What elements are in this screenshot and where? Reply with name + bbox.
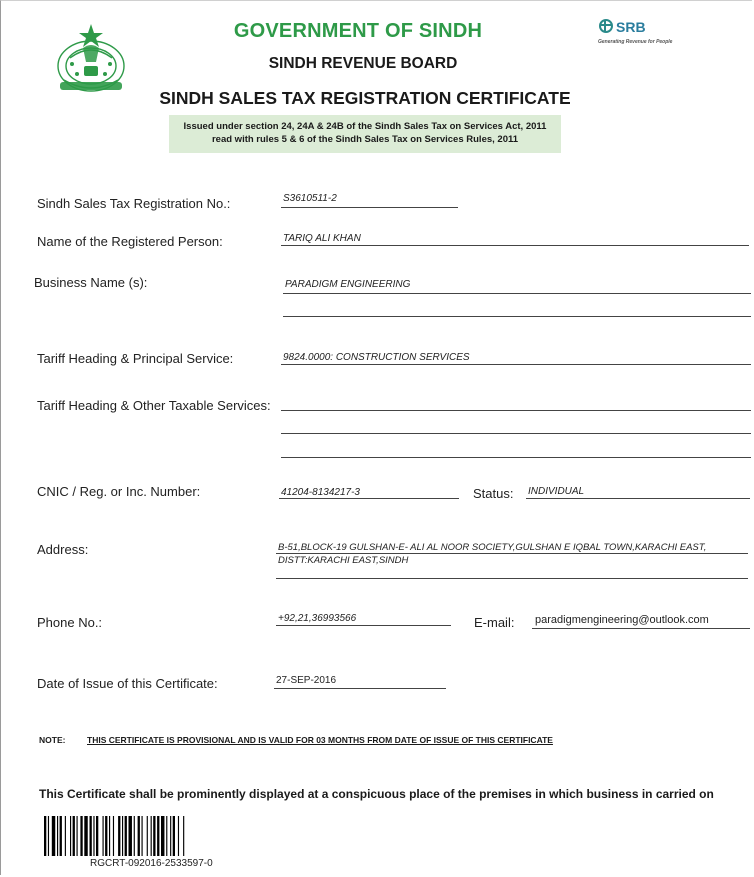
business-label: Business Name (s): [34, 275, 148, 290]
person-underline [281, 245, 749, 246]
email-value: paradigmengineering@outlook.com [535, 614, 709, 626]
email-underline [532, 628, 750, 629]
address-label: Address: [37, 542, 89, 557]
principal-value: 9824.0000: CONSTRUCTION SERVICES [283, 352, 470, 363]
address-underline-2 [276, 578, 748, 579]
issued-line-2: read with rules 5 & 6 of the Sindh Sales Tax on Services Rules, 2011 [211, 134, 519, 145]
cnic-value: 41204-8134217-3 [281, 487, 360, 498]
other-underline-1 [281, 410, 751, 411]
other-underline-2 [281, 433, 751, 434]
status-value: INDIVIDUAL [528, 486, 585, 497]
board-name: SINDH REVENUE BOARD [268, 55, 458, 72]
business-value: PARADIGM ENGINEERING [285, 279, 411, 290]
cnic-underline [279, 498, 459, 499]
date-underline [274, 688, 446, 689]
address-underline-1 [276, 553, 748, 554]
status-label: Status: [473, 486, 514, 501]
srb-logo-text: SRB [616, 19, 646, 35]
government-title: GOVERNMENT OF SINDH [233, 20, 483, 42]
note-text: THIS CERTIFICATE IS PROVISIONAL AND IS VALID FOR 03 MONTHS FROM DATE OF ISSUE OF THIS CERTIFICATE [87, 735, 553, 745]
srb-tagline: Generating Revenue for People [598, 39, 673, 45]
business-underline-2 [283, 316, 751, 317]
email-label: E-mail: [474, 615, 515, 630]
business-underline-1 [283, 293, 751, 294]
other-underline-3 [281, 457, 751, 458]
reg-no-underline [281, 207, 458, 208]
other-services-label: Tariff Heading & Other Taxable Services: [37, 398, 271, 413]
person-label: Name of the Registered Person: [37, 234, 223, 249]
principal-label: Tariff Heading & Principal Service: [37, 351, 234, 366]
display-requirement: This Certificate shall be prominently displayed at a conspicuous place of the premises in which business in carried on [39, 787, 714, 801]
issued-line-1: Issued under section 24, 24A & 24B of the Sindh Sales Tax on Services Act, 2011 [183, 121, 547, 132]
reg-no-label: Sindh Sales Tax Registration No.: [37, 196, 231, 211]
phone-value: +92,21,36993566 [278, 613, 357, 624]
cnic-label: CNIC / Reg. or Inc. Number: [37, 484, 201, 499]
status-underline [526, 498, 750, 499]
issued-under-band [169, 115, 561, 153]
date-value: 27-SEP-2016 [276, 675, 337, 686]
person-value: TARIQ ALI KHAN [283, 233, 361, 244]
barcode-icon [44, 816, 244, 856]
barcode-number: RGCRT-092016-2533597-0 [90, 858, 213, 869]
address-line-1: B-51,BLOCK-19 GULSHAN-E- ALI AL NOOR SOCIETY,GULSHAN E IQBAL TOWN,KARACHI EAST, [278, 542, 707, 553]
principal-underline [281, 364, 751, 365]
certificate-title: SINDH SALES TAX REGISTRATION CERTIFICATE [159, 88, 571, 108]
phone-underline [276, 625, 451, 626]
date-label: Date of Issue of this Certificate: [37, 676, 218, 691]
address-line-2: DISTT:KARACHI EAST,SINDH [278, 555, 409, 566]
phone-label: Phone No.: [37, 615, 103, 630]
note-label: NOTE: [39, 735, 66, 745]
reg-no-value: S3610511-2 [283, 193, 337, 204]
